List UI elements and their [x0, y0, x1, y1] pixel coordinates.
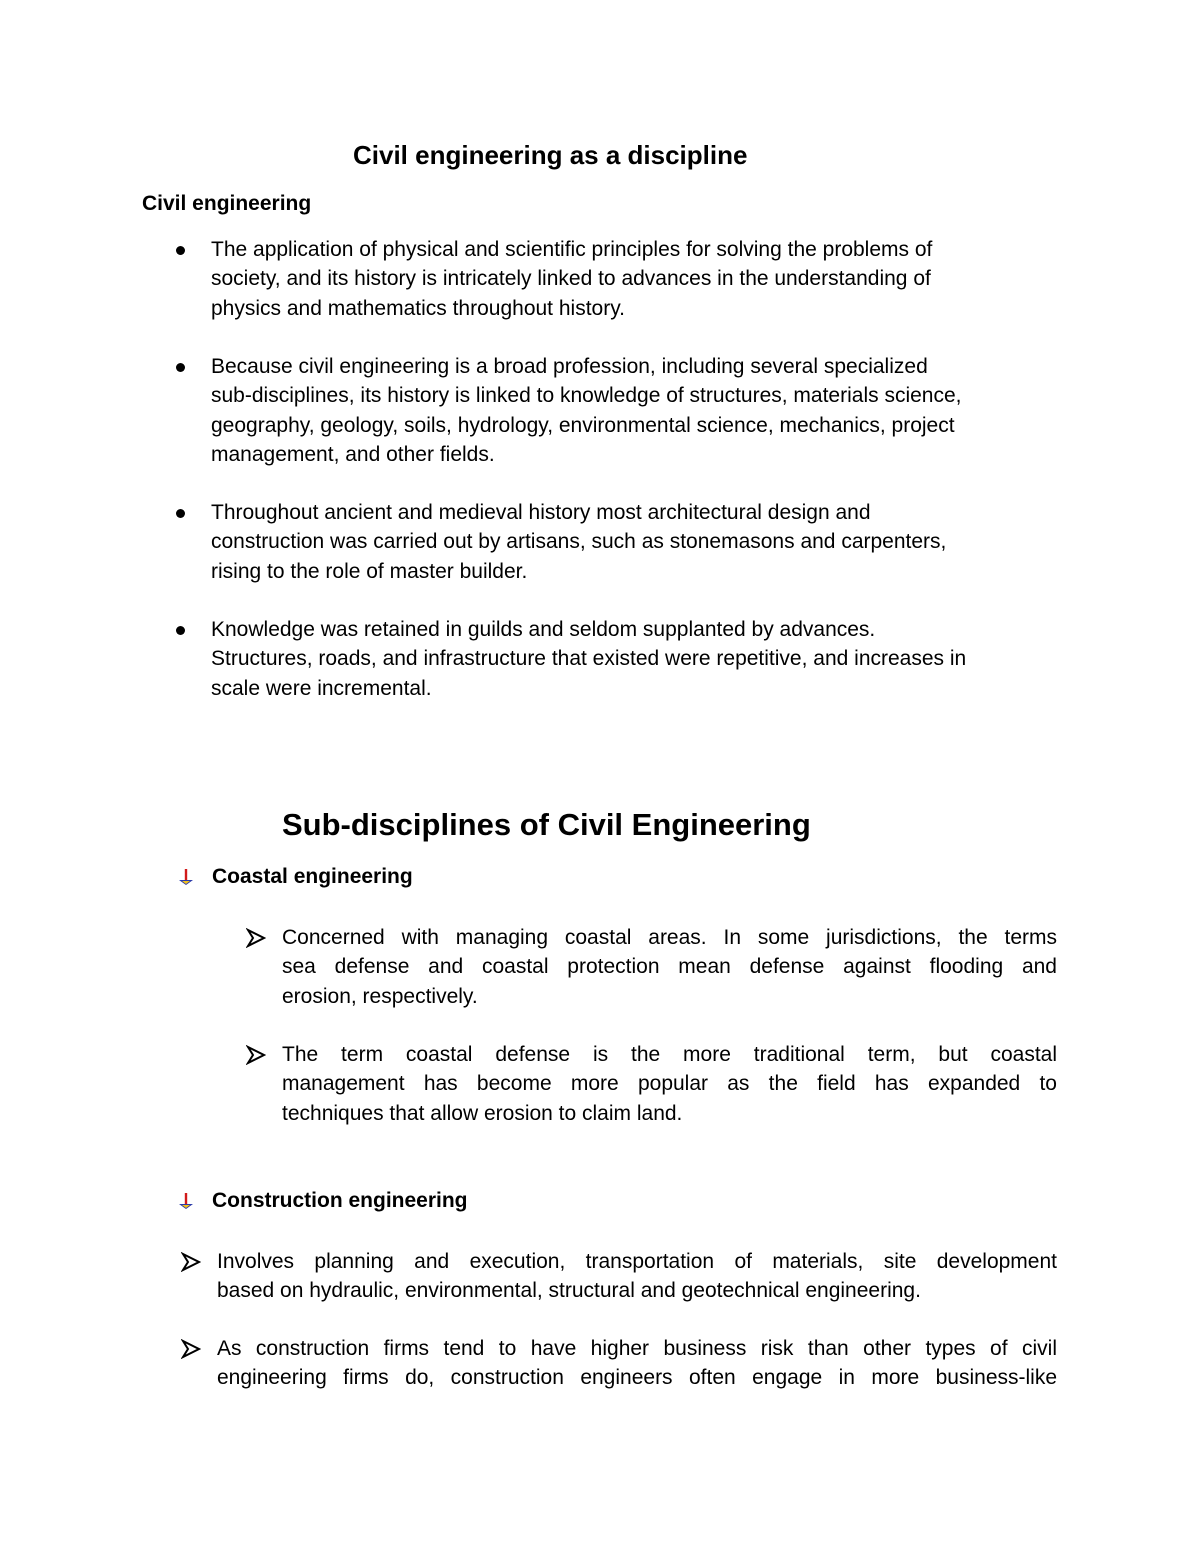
text-line: construction was carried out by artisans, such as stonemasons and carpenters, — [211, 530, 947, 554]
text-line: As construction firms tend to have higher business risk than other types of civil — [217, 1337, 1057, 1360]
text-line: erosion, respectively. — [282, 984, 478, 1008]
text-line: management has become more popular as the field has expanded to — [282, 1072, 1057, 1096]
item-paragraph — [282, 923, 1057, 1011]
text-line: engineering firms do, construction engineers often engage in more business-like — [217, 1366, 1057, 1390]
pushpin-icon — [177, 1192, 195, 1212]
bullet-paragraph — [211, 352, 961, 469]
text-line: Knowledge was retained in guilds and seldom supplanted by advances. — [211, 618, 876, 641]
text-line: Throughout ancient and medieval history most architectural design and — [211, 501, 871, 524]
arrowhead-icon — [246, 1045, 266, 1065]
bullet-dot-icon — [176, 626, 185, 635]
text-line: society, and its history is intricately linked to advances in the understanding of — [211, 267, 931, 291]
bullet-paragraph — [211, 498, 946, 586]
text-line: The application of physical and scientific principles for solving the problems of — [211, 238, 933, 261]
document-title: Civil engineering as a discipline — [353, 140, 748, 170]
bullet-dot-icon — [176, 363, 185, 372]
text-line: physics and mathematics throughout history. — [211, 296, 625, 320]
subheading-construction-engineering: Construction engineering — [212, 1189, 468, 1212]
bullet-paragraph — [211, 235, 932, 323]
section-heading-civil-engineering: Civil engineering — [142, 192, 312, 215]
text-line: techniques that allow erosion to claim land. — [282, 1101, 683, 1125]
item-paragraph — [282, 1040, 1057, 1128]
arrowhead-icon — [181, 1252, 201, 1272]
text-line: Concerned with managing coastal areas. In some jurisdictions, the terms — [282, 926, 1057, 949]
pushpin-icon — [177, 868, 195, 888]
text-line: sea defense and coastal protection mean defense against flooding and — [282, 955, 1057, 979]
text-line: scale were incremental. — [211, 676, 432, 700]
text-line: Because civil engineering is a broad profession, including several specialized — [211, 355, 928, 378]
subheading-coastal-engineering: Coastal engineering — [212, 865, 413, 888]
text-line: rising to the role of master builder. — [211, 559, 528, 583]
text-line: Structures, roads, and infrastructure that existed were repetitive, and increases in — [211, 647, 967, 671]
text-line: based on hydraulic, environmental, structural and geotechnical engineering. — [217, 1279, 921, 1303]
bullet-paragraph — [211, 615, 966, 703]
section-title-sub-disciplines: Sub-disciplines of Civil Engineering — [282, 807, 811, 842]
bullet-dot-icon — [176, 509, 185, 518]
item-paragraph — [217, 1334, 1057, 1393]
item-paragraph — [217, 1247, 1057, 1306]
bullet-dot-icon — [176, 246, 185, 255]
arrowhead-icon — [181, 1339, 201, 1359]
text-line: management, and other fields. — [211, 442, 495, 466]
text-line: The term coastal defense is the more traditional term, but coastal — [282, 1043, 1057, 1066]
arrowhead-icon — [246, 928, 266, 948]
text-line: sub-disciplines, its history is linked to knowledge of structures, materials science, — [211, 384, 962, 408]
text-line: geography, geology, soils, hydrology, environmental science, mechanics, project — [211, 413, 955, 437]
text-line: Involves planning and execution, transportation of materials, site development — [217, 1250, 1057, 1273]
